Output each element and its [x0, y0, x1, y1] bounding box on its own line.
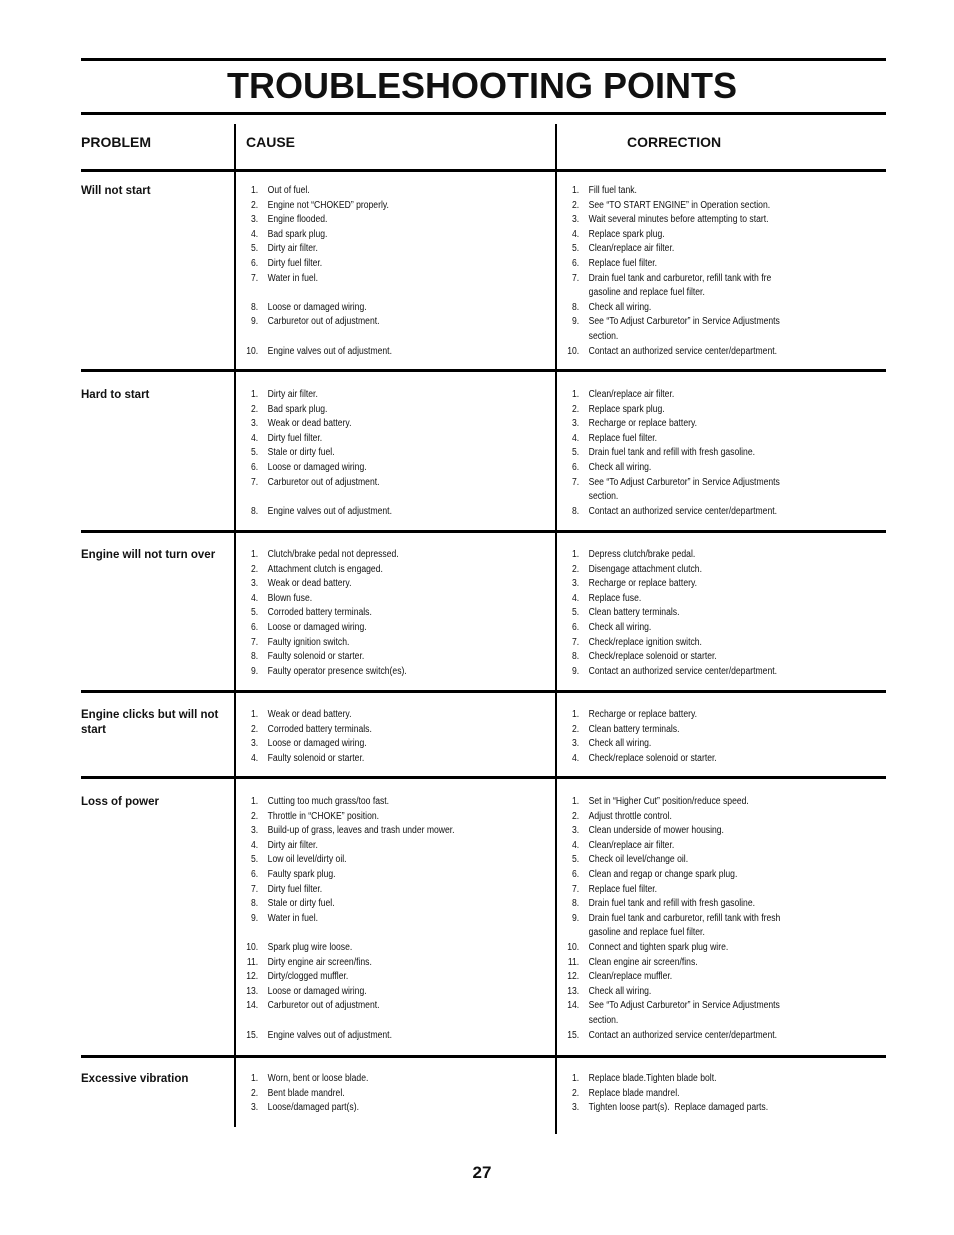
cause-item: 7. Dirty fuel filter.: [251, 883, 323, 895]
correction-item: 10. Contact an authorized service center/department.: [567, 345, 778, 357]
correction-item: 14. See “To Adjust Carburetor” in Service Adjustments: [567, 1000, 780, 1012]
correction-item: 1. Fill fuel tank.: [572, 185, 637, 196]
correction-item: 4. Replace fuse.: [572, 592, 642, 604]
page-number: 27: [472, 1163, 492, 1182]
correction-item: 3. Recharge or replace battery.: [572, 418, 698, 430]
correction-list: [562, 708, 717, 766]
cause-item: 4. Blown fuse.: [251, 592, 313, 604]
correction-item: 6. Check all wiring.: [572, 621, 652, 633]
cause-item: 6. Loose or damaged wiring.: [251, 621, 367, 633]
correction-item: 6. Clean and regap or change spark plug.: [572, 868, 738, 880]
correction-list: [562, 548, 777, 679]
cause-item: 7. Carburetor out of adjustment.: [251, 476, 380, 488]
correction-item: 4. Clean/replace air filter.: [572, 839, 675, 851]
cause-item: 9. Faulty operator presence switch(es).: [251, 665, 407, 677]
correction-item: 9. Contact an authorized service center/department.: [572, 665, 778, 677]
cause-item: 8. Faulty solenoid or starter.: [251, 651, 365, 663]
cause-item: 3. Engine flooded.: [251, 214, 328, 226]
cause-item: 10. Spark plug wire loose.: [246, 941, 353, 953]
correction-item: 2. Disengage attachment clutch.: [572, 563, 702, 575]
cause-item: 2. Bent blade mandrel.: [251, 1087, 345, 1099]
correction-item: 3. Tighten loose part(s). Replace damaged parts.: [572, 1102, 769, 1114]
cause-item: 4. Dirty air filter.: [251, 839, 318, 851]
correction-item: 10. Connect and tighten spark plug wire.: [567, 941, 729, 953]
cause-item: 1. Dirty air filter.: [251, 389, 318, 400]
cause-item: 2. Throttle in “CHOKE” position.: [251, 810, 380, 822]
correction-item: 2. Clean battery terminals.: [572, 723, 680, 735]
problem-will-not-start: Will not start: [81, 185, 151, 197]
correction-item-continued: section.: [588, 491, 619, 503]
problem-hard-to-start: Hard to start: [81, 389, 150, 401]
correction-item: 3. Recharge or replace battery.: [572, 578, 698, 590]
correction-item: 5. Check oil level/change oil.: [572, 854, 689, 866]
correction-item: 7. Check/replace ignition switch.: [572, 636, 702, 648]
cause-item: 6. Loose or damaged wiring.: [251, 461, 367, 473]
cause-item: 4. Dirty fuel filter.: [251, 432, 323, 444]
cause-item: 13. Loose or damaged wiring.: [246, 985, 367, 997]
header-correction: CORRECTION: [627, 134, 722, 150]
problem-excessive-vibration: Excessive vibration: [81, 1073, 189, 1085]
correction-item: 3. Clean underside of mower housing.: [572, 825, 724, 837]
row-divider: [81, 1055, 886, 1058]
correction-list: [562, 184, 780, 359]
cause-item: 2. Corroded battery terminals.: [251, 723, 372, 735]
cause-item: 3. Loose/damaged part(s).: [251, 1102, 359, 1114]
correction-item: 4. Check/replace solenoid or starter.: [572, 752, 717, 764]
cause-item: 14. Carburetor out of adjustment.: [246, 1000, 380, 1012]
cause-item: 5. Stale or dirty fuel.: [251, 447, 335, 459]
correction-item: 8. Check/replace solenoid or starter.: [572, 651, 717, 663]
cause-item: 1. Out of fuel.: [251, 185, 310, 196]
correction-item: 9. See “To Adjust Carburetor” in Service Adjustments: [572, 316, 780, 328]
correction-item: 2. See “TO START ENGINE” in Operation section.: [572, 199, 771, 211]
page-title: TROUBLESHOOTING POINTS: [226, 65, 737, 106]
correction-list: [562, 1072, 768, 1116]
correction-item: 6. Check all wiring.: [572, 461, 652, 473]
correction-item-continued: section.: [588, 330, 619, 342]
cause-item: 5. Dirty air filter.: [251, 243, 318, 255]
row-divider: [81, 690, 886, 693]
title-rule: [81, 112, 886, 115]
cause-list: [241, 795, 455, 1043]
cause-item: 1. Clutch/brake pedal not depressed.: [251, 549, 399, 560]
correction-item: 7. See “To Adjust Carburetor” in Service Adjustments: [572, 476, 780, 488]
cause-item: 8. Stale or dirty fuel.: [251, 898, 335, 910]
correction-item: 13. Check all wiring.: [567, 985, 652, 997]
correction-item: 7. Drain fuel tank and carburetor, refill tank with fre: [572, 272, 772, 284]
correction-item: 2. Replace spark plug.: [572, 403, 665, 415]
cause-item: 1. Cutting too much grass/too fast.: [251, 796, 390, 807]
top-rule: [81, 58, 886, 61]
cause-item: 2. Bad spark plug.: [251, 403, 328, 415]
cause-item: 12. Dirty/clogged muffler.: [246, 971, 349, 983]
cause-item: 11. Dirty engine air screen/fins.: [246, 956, 372, 968]
column-divider-right: [555, 124, 557, 1134]
cause-list: [241, 388, 392, 519]
cause-list: [241, 708, 372, 766]
cause-item: 6. Faulty spark plug.: [251, 868, 336, 880]
cause-item: 1. Weak or dead battery.: [251, 709, 352, 720]
correction-item: 11. Clean engine air screen/fins.: [567, 956, 698, 968]
column-divider-left: [234, 124, 236, 1127]
correction-item: 5. Clean/replace air filter.: [572, 243, 675, 255]
correction-item: 1. Recharge or replace battery.: [572, 709, 698, 720]
correction-item: 2. Adjust throttle control.: [572, 810, 672, 822]
cause-item: 15. Engine valves out of adjustment.: [246, 1029, 392, 1041]
correction-item: 15. Contact an authorized service center/department.: [567, 1029, 778, 1041]
problem-loss-of-power: Loss of power: [81, 796, 159, 808]
correction-item: 1. Replace blade.Tighten blade bolt.: [572, 1073, 717, 1084]
correction-item: 3. Wait several minutes before attempting to start.: [572, 214, 769, 226]
cause-item: 7. Water in fuel.: [251, 272, 319, 284]
cause-list: [241, 548, 407, 679]
cause-item: 5. Corroded battery terminals.: [251, 607, 372, 619]
correction-item: 1. Set in “Higher Cut” position/reduce speed.: [572, 796, 749, 807]
cause-item: 6. Dirty fuel filter.: [251, 257, 323, 269]
correction-item-continued: section.: [588, 1014, 619, 1026]
correction-item: 9. Drain fuel tank and carburetor, refill tank with fresh: [572, 912, 781, 924]
correction-item: 5. Clean battery terminals.: [572, 607, 680, 619]
cause-item: 10. Engine valves out of adjustment.: [246, 345, 392, 357]
row-divider: [81, 530, 886, 533]
cause-item: 3. Weak or dead battery.: [251, 578, 352, 590]
correction-item: 1. Clean/replace air filter.: [572, 389, 675, 400]
correction-item: 4. Replace fuel filter.: [572, 432, 658, 444]
correction-item: 3. Check all wiring.: [572, 738, 652, 750]
cause-item: 2. Attachment clutch is engaged.: [251, 563, 383, 575]
row-divider: [81, 369, 886, 372]
correction-item: 1. Depress clutch/brake pedal.: [572, 549, 696, 560]
cause-item: 9. Carburetor out of adjustment.: [251, 316, 380, 328]
cause-item: 1. Worn, bent or loose blade.: [251, 1073, 369, 1084]
cause-item: 2. Engine not “CHOKED” properly.: [251, 199, 389, 211]
cause-list: [241, 184, 392, 359]
correction-item: 2. Replace blade mandrel.: [572, 1087, 680, 1099]
problem-engine-clicks: Engine clicks but will not start: [81, 709, 219, 736]
correction-item: 8. Check all wiring.: [572, 301, 652, 313]
correction-item-continued: gasoline and replace fuel filter.: [588, 287, 705, 299]
correction-item: 12. Clean/replace muffler.: [567, 971, 673, 983]
correction-item: 4. Replace spark plug.: [572, 228, 665, 240]
correction-item: 7. Replace fuel filter.: [572, 883, 658, 895]
correction-item: 8. Drain fuel tank and refill with fresh gasoline.: [572, 898, 756, 910]
correction-list: [562, 388, 780, 519]
cause-item: 5. Low oil level/dirty oil.: [251, 854, 347, 866]
header-cause: CAUSE: [246, 134, 296, 150]
correction-item: 8. Contact an authorized service center/department.: [572, 505, 778, 517]
row-divider: [81, 776, 886, 779]
cause-item: 9. Water in fuel.: [251, 912, 319, 924]
cause-item: 7. Faulty ignition switch.: [251, 636, 350, 648]
correction-item: 5. Drain fuel tank and refill with fresh gasoline.: [572, 447, 756, 459]
cause-list: [241, 1072, 368, 1116]
cause-item: 8. Engine valves out of adjustment.: [251, 505, 392, 517]
row-divider: [81, 169, 886, 172]
cause-item: 3. Build-up of grass, leaves and trash under mower.: [251, 825, 455, 837]
cause-item: 4. Bad spark plug.: [251, 228, 328, 240]
cause-item: 3. Weak or dead battery.: [251, 418, 352, 430]
problem-engine-will-not-turn-over: Engine will not turn over: [81, 549, 216, 561]
cause-item: 4. Faulty solenoid or starter.: [251, 752, 365, 764]
correction-item: 6. Replace fuel filter.: [572, 257, 658, 269]
cause-item: 8. Loose or damaged wiring.: [251, 301, 367, 313]
correction-item-continued: gasoline and replace fuel filter.: [588, 927, 705, 939]
header-problem: PROBLEM: [81, 134, 151, 150]
correction-list: [562, 795, 780, 1043]
cause-item: 3. Loose or damaged wiring.: [251, 738, 367, 750]
